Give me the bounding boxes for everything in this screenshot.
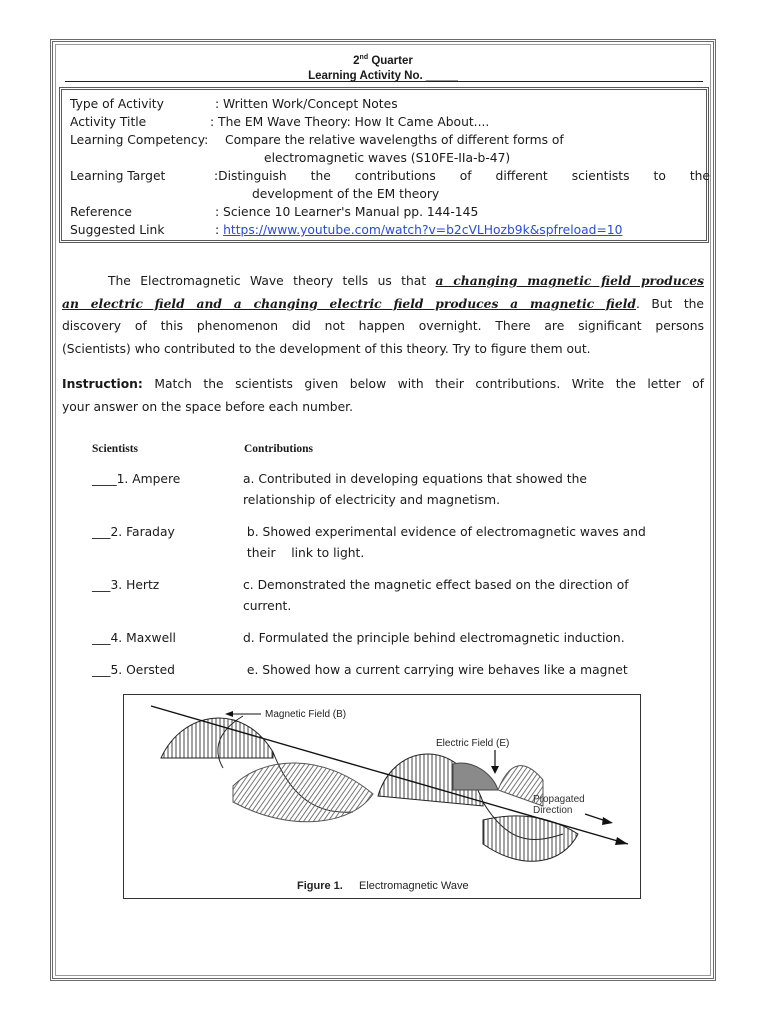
contribution-a: a. Contributed in developing equations that showed the relationship of electricity and magnetism.	[243, 472, 587, 507]
info-competency-row-2: electromagnetic waves (S10FE-IIa-b-47)	[264, 151, 511, 165]
answer-blank-oersted[interactable]: ___5. Oersted	[92, 663, 175, 677]
instruction-paragraph: Instruction: Match the scientists given below with their contributions. Write the letter of your answer on the space before each number.	[62, 377, 704, 414]
propagated-label-1: Propagated	[533, 794, 585, 805]
em-wave-figure	[123, 694, 641, 899]
suggested-link[interactable]: https://www.youtube.com/watch?v=b2cVLHozb9k&spfreload=10	[223, 223, 623, 237]
header	[53, 50, 713, 84]
info-title-row: Activity Title : The EM Wave Theory: How It Came About....	[70, 115, 490, 129]
answer-blank-ampere[interactable]: ____1. Ampere	[92, 472, 181, 486]
info-reference-row: Reference : Science 10 Learner's Manual pp. 144-145	[70, 205, 479, 219]
propagated-label-2: Direction	[533, 805, 573, 816]
header-rule	[65, 81, 703, 82]
answer-blank-hertz[interactable]: ___3. Hertz	[92, 578, 160, 592]
answer-blank-maxwell[interactable]: ___4. Maxwell	[92, 631, 176, 645]
contribution-d: d. Formulated the principle behind electromagnetic induction.	[243, 631, 625, 645]
electric-field-label: Electric Field (E)	[436, 738, 510, 749]
intro-paragraph: The Electromagnetic Wave theory tells us that a changing magnetic field produces an electric field and a changing electric field produces a magnetic field. But the discovery of this phenomenon did not happen overnight. There are significant persons (Scientists) who contributed to the development of this theory. Try to figure them out.	[62, 273, 704, 356]
quarter-heading: 2nd Quarter	[353, 54, 413, 67]
info-target-row-2: development of the EM theory	[252, 187, 440, 201]
figure-caption-text: Electromagnetic Wave	[359, 880, 469, 892]
activity-info-box	[59, 87, 709, 243]
contribution-c: c. Demonstrated the magnetic effect based on the direction of current.	[243, 578, 629, 613]
contribution-e: e. Showed how a current carrying wire behaves like a magnet	[243, 663, 628, 677]
info-competency-row: Learning Competency: Compare the relative wavelengths of different forms of	[70, 133, 564, 147]
activity-number: Learning Activity No. _____	[308, 69, 458, 82]
magnetic-field-label: Magnetic Field (B)	[265, 709, 347, 720]
contribution-b: b. Showed experimental evidence of electromagnetic waves and their link to light.	[243, 525, 646, 560]
info-link-row: Suggested Link : https://www.youtube.com/watch?v=b2cVLHozb9k&spfreload=10	[70, 223, 623, 237]
figure-caption-number: Figure 1.	[297, 880, 343, 892]
info-type-row: Type of Activity : Written Work/Concept Notes	[70, 97, 398, 111]
column-header-scientists: Scientists	[92, 443, 138, 455]
answer-blank-faraday[interactable]: ___2. Faraday	[92, 525, 175, 539]
column-header-contributions: Contributions	[244, 443, 314, 455]
info-target-row: Learning Target :Distinguish the contributions of different scientists to the	[70, 169, 710, 183]
